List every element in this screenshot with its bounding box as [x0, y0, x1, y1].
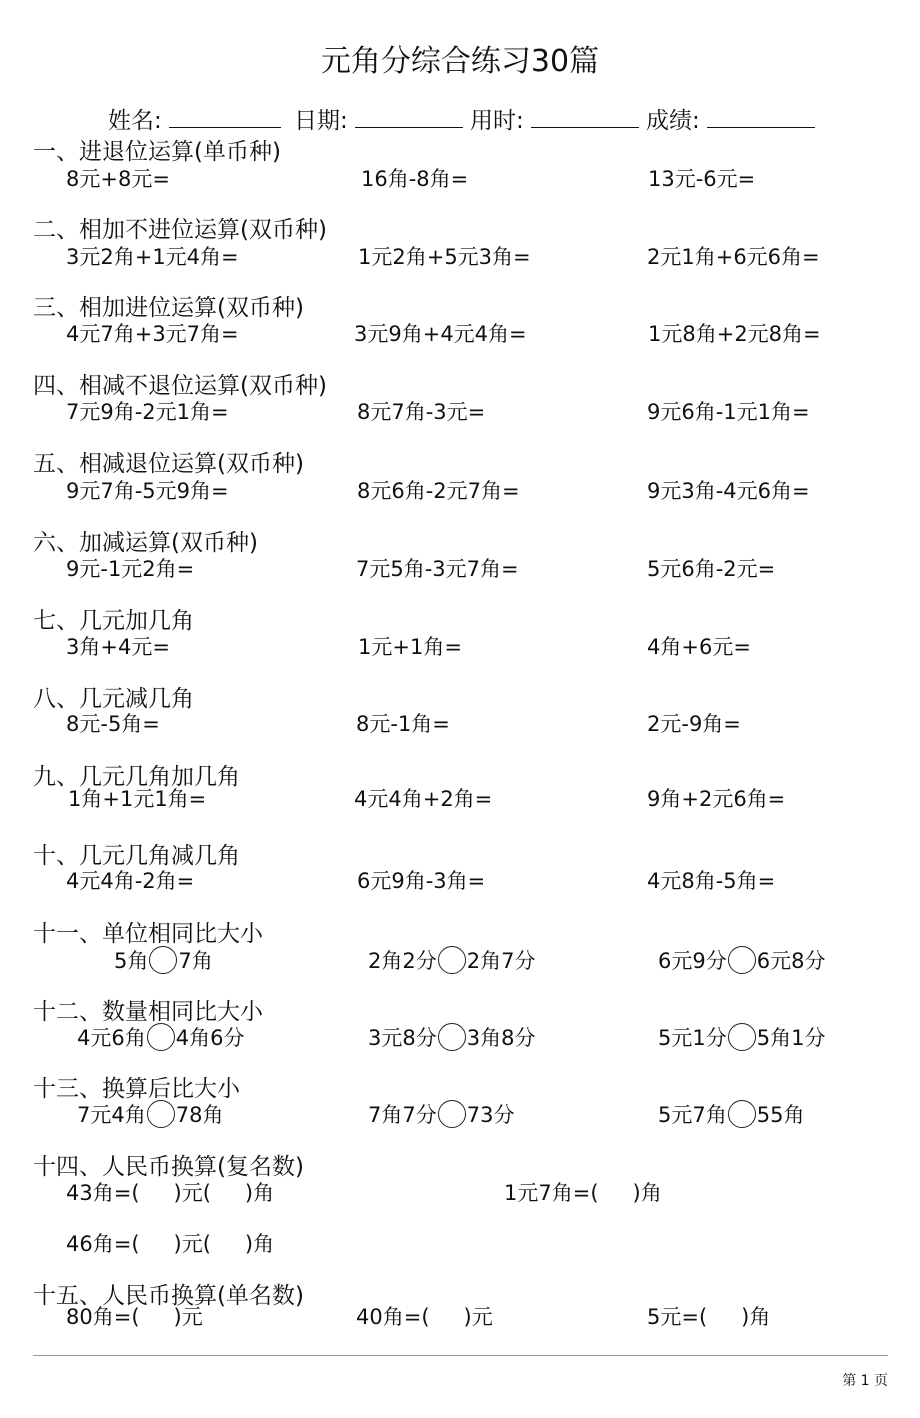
section-heading: 七、几元加几角 [33, 608, 194, 634]
conversion-problem [356, 1301, 493, 1331]
time-label: 用时: [470, 108, 524, 134]
compare-left: 4元6角 [77, 1026, 146, 1050]
problem: 4元8角-5角= [647, 869, 776, 893]
section-heading: 四、相减不退位运算(双币种) [33, 373, 327, 399]
page-number: 第 1 页 [842, 1373, 888, 1389]
compare-right: 4角6分 [175, 1026, 245, 1050]
date-field[interactable] [294, 102, 463, 135]
problem: 4元4角+2角= [354, 787, 493, 811]
conv-part: )角 [632, 1181, 662, 1205]
problem: 3元9角+4元4角= [354, 322, 527, 346]
conv-part: 43角=( [66, 1181, 140, 1205]
section-heading: 十三、换算后比大小 [33, 1076, 240, 1102]
score-label: 成绩: [646, 108, 700, 134]
problem: 1角+1元1角= [68, 787, 207, 811]
section-heading: 二、相加不进位运算(双币种) [33, 217, 327, 243]
problem: 9元-1元2角= [66, 557, 195, 581]
answer-circle[interactable] [728, 1023, 756, 1051]
compare-right: 5角1分 [756, 1026, 826, 1050]
compare-problem [658, 945, 825, 976]
compare-left: 5角 [114, 949, 149, 973]
score-blank[interactable] [707, 127, 815, 128]
conversion-problem [66, 1177, 274, 1207]
compare-left: 3元8分 [368, 1026, 437, 1050]
compare-left: 7元4角 [77, 1103, 146, 1127]
section-heading: 十、几元几角减几角 [33, 843, 240, 869]
time-field[interactable] [470, 102, 639, 135]
problem: 4角+6元= [647, 635, 751, 659]
section-heading: 十二、数量相同比大小 [33, 999, 263, 1025]
answer-circle[interactable] [438, 1023, 466, 1051]
compare-right: 2角7分 [466, 949, 536, 973]
compare-problem [368, 1099, 514, 1130]
compare-left: 5元7角 [658, 1103, 727, 1127]
section-heading: 十一、单位相同比大小 [33, 921, 263, 947]
answer-circle[interactable] [149, 946, 177, 974]
compare-right: 6元8分 [756, 949, 826, 973]
time-blank[interactable] [531, 127, 639, 128]
conversion-problem [647, 1301, 770, 1331]
conv-part: )角 [741, 1305, 771, 1329]
compare-right: 73分 [466, 1103, 515, 1127]
answer-circle[interactable] [728, 1100, 756, 1128]
problem: 8元+8元= [66, 167, 170, 191]
problem: 2元-9角= [647, 712, 741, 736]
section-heading: 九、几元几角加几角 [33, 764, 240, 790]
conv-part: )元 [463, 1305, 493, 1329]
problem: 1元2角+5元3角= [358, 245, 531, 269]
compare-problem [77, 1022, 244, 1053]
compare-right: 3角8分 [466, 1026, 536, 1050]
problem: 8元-5角= [66, 712, 160, 736]
problem: 1元+1角= [358, 635, 462, 659]
answer-circle[interactable] [147, 1100, 175, 1128]
conv-part: )元( [173, 1181, 211, 1205]
compare-problem [368, 945, 535, 976]
problem: 9元7角-5元9角= [66, 479, 229, 503]
compare-problem [658, 1022, 825, 1053]
conv-part: )元 [173, 1305, 203, 1329]
section-heading: 十五、人民币换算(单名数) [33, 1283, 304, 1309]
answer-circle[interactable] [438, 1100, 466, 1128]
problem: 16角-8角= [361, 167, 469, 191]
section-heading: 三、相加进位运算(双币种) [33, 295, 304, 321]
answer-circle[interactable] [438, 946, 466, 974]
date-label: 日期: [294, 108, 348, 134]
problem: 7元5角-3元7角= [356, 557, 519, 581]
problem: 8元6角-2元7角= [357, 479, 520, 503]
section-heading: 六、加减运算(双币种) [33, 530, 258, 556]
problem: 3角+4元= [66, 635, 170, 659]
problem: 8元7角-3元= [357, 400, 486, 424]
problem: 5元6角-2元= [647, 557, 776, 581]
name-label: 姓名: [108, 108, 162, 134]
problem: 4元7角+3元7角= [66, 322, 239, 346]
problem: 9元6角-1元1角= [647, 400, 810, 424]
conv-part: 1元7角=( [504, 1181, 599, 1205]
compare-left: 7角7分 [368, 1103, 437, 1127]
compare-problem [114, 945, 213, 976]
name-blank[interactable] [169, 127, 281, 128]
date-blank[interactable] [355, 127, 463, 128]
conversion-problem [504, 1177, 662, 1207]
section-heading: 一、进退位运算(单币种) [33, 139, 281, 165]
conv-part: 5元=( [647, 1305, 708, 1329]
conversion-problem [66, 1301, 203, 1331]
score-field[interactable] [646, 102, 815, 135]
conv-part: 40角=( [356, 1305, 430, 1329]
conv-part: )角 [244, 1181, 275, 1205]
compare-left: 2角2分 [368, 949, 437, 973]
answer-circle[interactable] [728, 946, 756, 974]
compare-left: 5元1分 [658, 1026, 727, 1050]
compare-right: 78角 [175, 1103, 224, 1127]
conversion-problem [66, 1228, 274, 1258]
compare-right: 55角 [756, 1103, 805, 1127]
problem: 1元8角+2元8角= [648, 322, 821, 346]
conv-part: 80角=( [66, 1305, 140, 1329]
section-heading: 八、几元减几角 [33, 686, 194, 712]
conv-part: 46角=( [66, 1232, 140, 1256]
problem: 6元9角-3角= [357, 869, 486, 893]
compare-problem [368, 1022, 535, 1053]
problem: 4元4角-2角= [66, 869, 195, 893]
problem: 3元2角+1元4角= [66, 245, 239, 269]
section-heading: 五、相减退位运算(双币种) [33, 451, 304, 477]
answer-circle[interactable] [147, 1023, 175, 1051]
problem: 9角+2元6角= [647, 787, 786, 811]
section-heading: 十四、人民币换算(复名数) [33, 1154, 304, 1180]
footer-divider [33, 1355, 888, 1356]
conv-part: )角 [244, 1232, 275, 1256]
conv-part: )元( [173, 1232, 211, 1256]
page-title: 元角分综合练习30篇 [320, 44, 600, 79]
compare-problem [658, 1099, 804, 1130]
problem: 2元1角+6元6角= [647, 245, 820, 269]
compare-right: 7角 [178, 949, 213, 973]
problem: 13元-6元= [648, 167, 756, 191]
compare-problem [77, 1099, 223, 1130]
name-field[interactable] [108, 102, 281, 135]
problem: 9元3角-4元6角= [647, 479, 810, 503]
problem: 8元-1角= [356, 712, 450, 736]
problem: 7元9角-2元1角= [66, 400, 229, 424]
compare-left: 6元9分 [658, 949, 727, 973]
